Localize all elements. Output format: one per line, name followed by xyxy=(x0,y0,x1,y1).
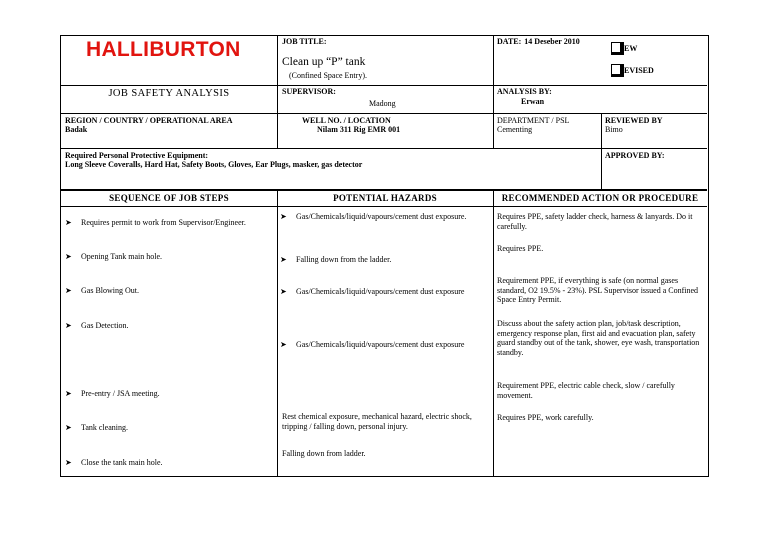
job-title-sub: (Confined Space Entry). xyxy=(289,71,367,80)
arrow-bullet-icon: ➤ xyxy=(280,212,287,221)
job-title-label: JOB TITLE: xyxy=(282,37,327,46)
list-item: ➤ Close the tank main hole. xyxy=(65,458,163,467)
list-item: Falling down from ladder. xyxy=(282,449,366,458)
department-label: DEPARTMENT / PSL xyxy=(497,116,570,125)
row-divider xyxy=(61,148,707,149)
list-item: ➤ Gas/Chemicals/liquid/vapours/cement dust exposure. xyxy=(280,212,467,221)
well-value: Nilam 311 Rig EMR 001 xyxy=(317,125,401,134)
column-header-steps: SEQUENCE OF JOB STEPS xyxy=(109,193,229,203)
revised-status xyxy=(611,64,654,77)
col-divider xyxy=(277,189,278,477)
arrow-bullet-icon: ➤ xyxy=(280,287,287,296)
analysis-by-value: Erwan xyxy=(521,97,545,106)
col-divider xyxy=(493,189,494,477)
list-item: ➤ Pre-entry / JSA meeting. xyxy=(65,389,160,398)
region-label: REGION / COUNTRY / OPERATIONAL AREA xyxy=(65,116,233,125)
date-field xyxy=(497,37,580,47)
list-item: ➤ Opening Tank main hole. xyxy=(65,252,163,261)
column-header-actions: RECOMMENDED ACTION OR PROCEDURE xyxy=(501,193,699,203)
col-divider xyxy=(601,113,602,189)
row-divider xyxy=(61,206,707,207)
col-divider xyxy=(493,36,494,148)
list-item: ➤ Gas Blowing Out. xyxy=(65,286,139,295)
arrow-bullet-icon: ➤ xyxy=(280,340,287,349)
revised-checkbox[interactable] xyxy=(611,64,624,77)
list-item: Requires PPE, safety ladder check, harness & lanyards. Do it carefully. xyxy=(497,212,693,231)
list-item: Requirement PPE, if everything is safe (on normal gases standard, O2 19.5% - 23%). PSL Supervisor issued a Confined Space Entry Permit. xyxy=(497,276,699,304)
new-status xyxy=(611,42,637,55)
jsa-form xyxy=(60,35,709,477)
reviewed-by-label: REVIEWED BY xyxy=(605,116,663,125)
reviewed-by-value: Bimo xyxy=(605,125,623,134)
list-item: ➤ Falling down from the ladder. xyxy=(280,255,392,264)
department-value: Cementing xyxy=(497,125,533,134)
ppe-label: Required Personal Protective Equipment: xyxy=(65,151,209,160)
list-item: Requirement PPE, electric cable check, slow / carefully movement. xyxy=(497,381,675,400)
arrow-bullet-icon: ➤ xyxy=(65,252,72,261)
analysis-by-label: ANALYSIS BY: xyxy=(497,87,552,96)
arrow-bullet-icon: ➤ xyxy=(65,286,72,295)
arrow-bullet-icon: ➤ xyxy=(65,389,72,398)
company-logo: HALLIBURTON xyxy=(86,38,241,61)
arrow-bullet-icon: ➤ xyxy=(65,423,72,432)
date-label: DATE: xyxy=(497,37,522,46)
list-item: ➤ Gas/Chemicals/liquid/vapours/cement dust exposure xyxy=(280,287,465,296)
list-item: ➤ Requires permit to work from Supervisor/Engineer. xyxy=(65,218,246,227)
job-title-value: Clean up “P” tank xyxy=(282,56,366,68)
list-item: ➤ Gas/Chemicals/liquid/vapours/cement dust exposure xyxy=(280,340,465,349)
list-item: Requires PPE. xyxy=(497,244,544,253)
new-checkbox[interactable] xyxy=(611,42,624,55)
list-item: Rest chemical exposure, mechanical hazard, electric shock, tripping / falling down, personal injury. xyxy=(282,412,472,431)
arrow-bullet-icon: ➤ xyxy=(65,458,72,467)
date-value: 14 Deseber 2010 xyxy=(524,37,580,46)
revised-label: EVISED xyxy=(624,65,654,75)
new-label: EW xyxy=(624,43,638,53)
column-header-hazards: POTENTIAL HAZARDS xyxy=(333,193,437,203)
col-divider xyxy=(277,36,278,148)
list-item: Requires PPE, work carefully. xyxy=(497,413,594,422)
supervisor-label: SUPERVISOR: xyxy=(282,87,336,96)
document-title: JOB SAFETY ANALYSIS xyxy=(108,88,230,99)
arrow-bullet-icon: ➤ xyxy=(65,321,72,330)
list-item: Discuss about the safety action plan, job/task description, emergency response plan, first aid and evacuation plan, safety guard standby out of the tank, shower, eye wash, transportation standby. xyxy=(497,319,700,357)
well-label: WELL NO. / LOCATION xyxy=(302,116,391,125)
arrow-bullet-icon: ➤ xyxy=(280,255,287,264)
row-divider xyxy=(61,85,707,86)
row-divider xyxy=(61,189,707,191)
supervisor-value: Madong xyxy=(369,99,396,108)
ppe-value: Long Sleeve Coveralls, Hard Hat, Safety Boots, Gloves, Ear Plugs, masker, gas detector xyxy=(65,160,363,169)
list-item: ➤ Tank cleaning. xyxy=(65,423,128,432)
region-value: Badak xyxy=(65,125,88,134)
row-divider xyxy=(61,113,707,114)
arrow-bullet-icon: ➤ xyxy=(65,218,72,227)
approved-by-label: APPROVED BY: xyxy=(605,151,665,160)
list-item: ➤ Gas Detection. xyxy=(65,321,129,330)
